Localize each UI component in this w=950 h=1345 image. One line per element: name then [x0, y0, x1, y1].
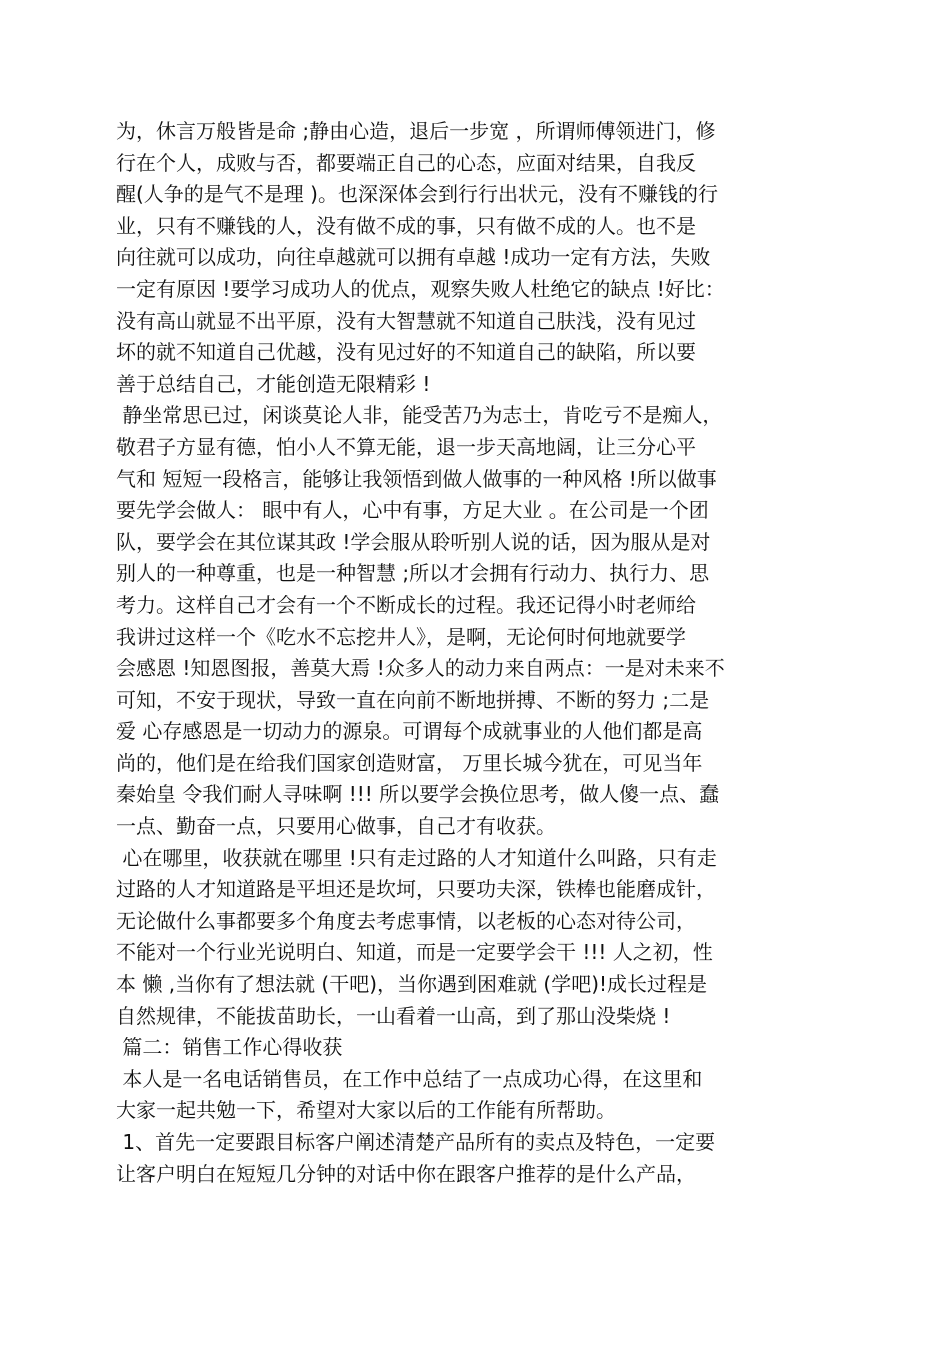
text-line: 本人是一名电话销售员，在工作中总结了一点成功心得，在这里和: [116, 1066, 703, 1091]
text-line: 行在个人，成败与否，都要端正自己的心态，应面对结果，自我反: [116, 150, 696, 175]
text-line: 一定有原因 !要学习成功人的优点，观察失败人杜绝它的缺点 !好比：: [116, 276, 725, 301]
text-line: 业，只有不赚钱的人，没有做不成的事，只有做不成的人。也不是: [116, 213, 696, 238]
text-line: 敬君子方显有德，怕小人不算无能，退一步天高地阔，让三分心平: [116, 434, 696, 459]
text-line: 可知，不安于现状，导致一直在向前不断地拼搏、不断的努力 ;二是: [116, 687, 710, 712]
text-line: 向往就可以成功，向往卓越就可以拥有卓越 !成功一定有方法，失败: [116, 245, 711, 270]
text-line: 让客户明白在短短几分钟的对话中你在跟客户推荐的是什么产品，: [116, 1161, 696, 1186]
text-line: 大家一起共勉一下，希望对大家以后的工作能有所帮助。: [116, 1098, 616, 1123]
text-line: 我讲过这样一个《吃水不忘挖井人》，是啊，无论何时何地就要学: [116, 624, 686, 649]
text-line: 自然规律，不能拔苗助长，一山看着一山高，到了那山没柴烧 !: [116, 1003, 671, 1028]
text-line: 为，休言万般皆是命 ;静由心造，退后一步宽 ，所谓师傅领进门，修: [116, 119, 716, 143]
text-line: 气和 短短一段格言，能够让我领悟到做人做事的一种风格 !所以做事: [116, 466, 717, 491]
text-line: 心在哪里，收获就在哪里 !只有走过路的人才知道什么叫路，只有走: [116, 845, 717, 870]
text-line: 别人的一种尊重，也是一种智慧 ;所以才会拥有行动力、执行力、思: [116, 561, 710, 586]
text-line: 要先学会做人： 眼中有人，心中有事，方足大业 。在公司是一个团: [116, 498, 709, 523]
text-line: 坏的就不知道自己优越，没有见过好的不知道自己的缺陷，所以要: [116, 340, 696, 365]
section-heading: 篇二：销售工作心得收获: [116, 1035, 343, 1060]
text-line: 醒(人争的是气不是理 )。也深深体会到行行出状元，没有不赚钱的行: [116, 182, 718, 207]
text-line: 不能对一个行业光说明白、知道，而是一定要学会干 !!! 人之初，性: [116, 940, 713, 965]
text-line: 没有高山就显不出平原，没有大智慧就不知道自己肤浅，没有见过: [116, 308, 696, 333]
text-line: 过路的人才知道路是平坦还是坎坷，只要功夫深，铁棒也能磨成针，: [116, 877, 716, 902]
text-line: 爱 心存感恩是一切动力的源泉。可谓每个成就事业的人他们都是高: [116, 719, 703, 744]
text-line: 一点、勤奋一点，只要用心做事，自己才有收获。: [116, 814, 556, 839]
text-line: 无论做什么事都要多个角度去考虑事情，以老板的心态对待公司，: [116, 908, 696, 933]
text-line: 队，要学会在其位谋其政 !学会服从聆听别人说的话，因为服从是对: [116, 529, 711, 554]
text-line: 会感恩 !知恩图报，善莫大焉 !众多人的动力来自两点：一是对未来不: [116, 656, 725, 681]
text-line: 本 懒 ,当你有了想法就 (干吧)，当你遇到困难就 (学吧)!成长过程是: [116, 972, 708, 997]
body-text: [116, 116, 836, 1190]
text-line: 1、首先一定要跟目标客户阐述清楚产品所有的卖点及特色，一定要: [116, 1130, 716, 1154]
text-line: 静坐常思已过，闲谈莫论人非，能受苦乃为志士，肯吃亏不是痴人，: [116, 403, 723, 428]
text-line: 考力。这样自己才会有一个不断成长的过程。我还记得小时老师给: [116, 592, 696, 617]
text-line: 尚的，他们是在给我们国家创造财富， 万里长城今犹在，可见当年: [116, 750, 703, 775]
text-line: 善于总结自己，才能创造无限精彩 !: [116, 371, 431, 396]
text-line: 秦始皇 令我们耐人寻味啊 !!! 所以要学会换位思考，做人傻一点、蠢: [116, 782, 720, 807]
